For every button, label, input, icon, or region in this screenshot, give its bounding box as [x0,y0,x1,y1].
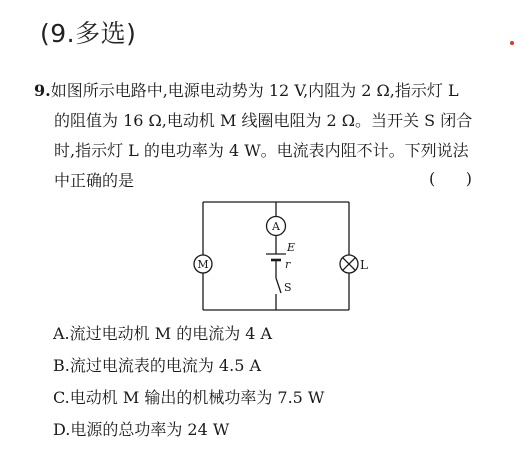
switch-label: S [284,281,292,294]
question-line-1 [34,76,504,106]
question-text-line: 中正确的是 [54,171,135,190]
question-text-line: 时,指示灯 L 的电功率为 4 W。电流表内阻不计。下列说法 [54,141,469,160]
red-dot-mark [510,41,514,45]
option-c: C.电动机 M 输出的机械功率为 7.5 W [53,388,325,407]
circuit-diagram [186,194,386,318]
ammeter-label: A [272,220,280,233]
question-number: 9. [34,81,51,100]
answer-options [53,318,324,446]
question-line-3 [34,136,504,166]
lamp-label: L [360,258,368,272]
option-b: B.流过电流表的电流为 4.5 A [53,356,262,375]
answer-blank: ( ) [429,169,472,188]
question-text-line: 如图所示电路中,电源电动势为 12 V,内阻为 2 Ω,指示灯 L [50,81,459,100]
emf-label: E [287,241,296,254]
question-text-line: 的阻值为 16 Ω,电动机 M 线圈电阻为 2 Ω。当开关 S 闭合 [54,111,473,130]
internal-resistance-label: r [285,258,291,271]
switch-blade-icon [276,278,281,293]
option-a: A.流过电动机 M 的电流为 4 A [53,324,273,343]
motor-label: M [197,258,209,271]
option-d: D.电源的总功率为 24 W [53,420,230,439]
question-line-2 [34,106,504,136]
question-type-header: (9.多选) [40,19,137,48]
